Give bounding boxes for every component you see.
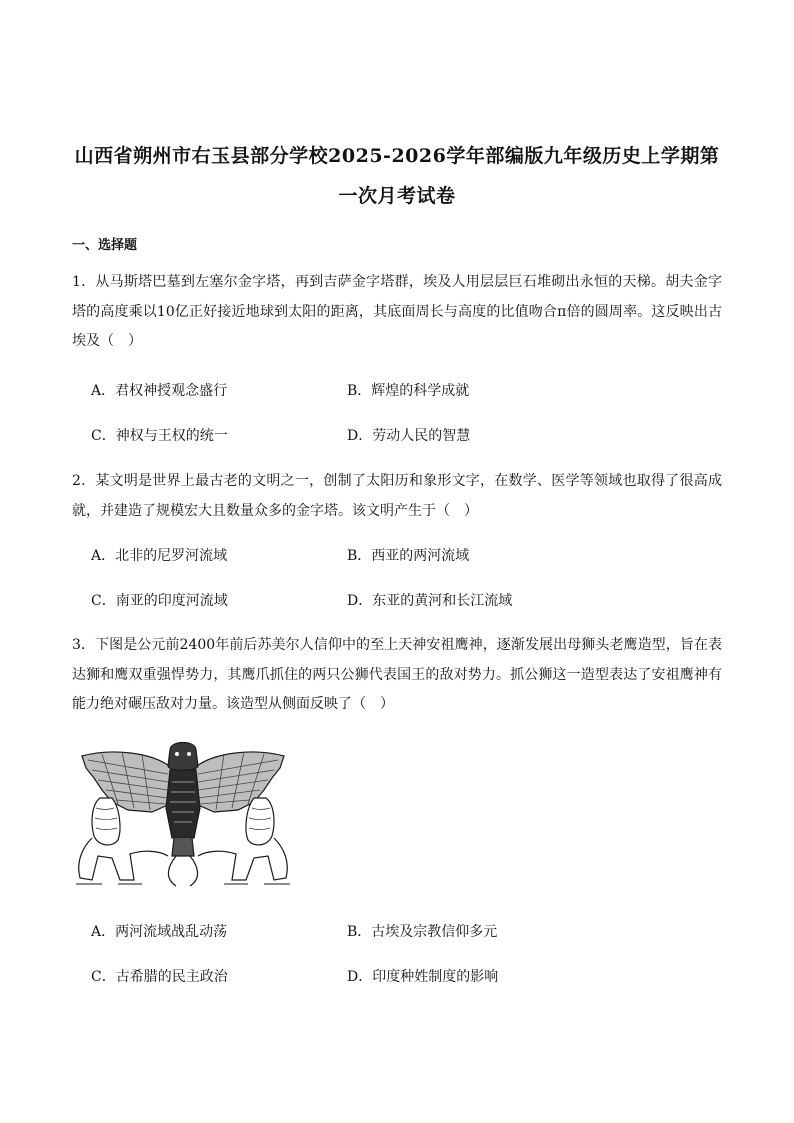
question-1-option-c[interactable]: C．神权与王权的统一 xyxy=(91,428,228,444)
question-3-option-d[interactable]: D．印度种姓制度的影响 xyxy=(347,969,499,985)
question-2-option-d[interactable]: D．东亚的黄河和长江流域 xyxy=(347,593,513,609)
question-3-option-a[interactable]: A．两河流域战乱动荡 xyxy=(91,924,228,940)
question-2-option-c[interactable]: C．南亚的印度河流域 xyxy=(91,593,228,609)
question-1-option-b[interactable]: B．辉煌的科学成就 xyxy=(347,383,470,399)
exam-title-line-2: 一次月考试卷 xyxy=(338,185,456,207)
question-3-option-b[interactable]: B．古埃及宗教信仰多元 xyxy=(347,924,498,940)
question-2-option-a[interactable]: A．北非的尼罗河流域 xyxy=(91,548,228,564)
question-3-stem: 3．下图是公元前2400年前后苏美尔人信仰中的至上天神安祖鹰神，逐渐发展出母狮头老鹰造型，旨在表达狮和鹰双重强悍势力，其鹰爪抓住的两只公狮代表国王的敌对势力。抓公狮这一造型表达了安祖鹰神有能力绝对碾压敌对力量。该造型从侧面反映了（ ） xyxy=(72,637,722,712)
question-1-stem: 1．从马斯塔巴墓到左塞尔金字塔，再到吉萨金字塔群，埃及人用层层巨石堆砌出永恒的天梯。胡夫金字塔的高度乘以10亿正好接近地球到太阳的距离，其底面周长与高度的比值吻合π倍的圆周率。这反映出古埃及（ ） xyxy=(72,274,722,349)
question-2-option-b[interactable]: B．西亚的两河流域 xyxy=(347,548,470,564)
question-3-option-c[interactable]: C．古希腊的民主政治 xyxy=(91,969,228,985)
question-1-option-a[interactable]: A．君权神授观念盛行 xyxy=(91,383,228,399)
section-heading: 一、选择题 xyxy=(72,238,138,253)
question-1-option-d[interactable]: D．劳动人民的智慧 xyxy=(347,428,471,444)
exam-title-line-1: 山西省朔州市右玉县部分学校2025-2026学年部编版九年级历史上学期第 xyxy=(74,145,720,167)
question-2-stem: 2．某文明是世界上最古老的文明之一，创制了太阳历和象形文字，在数学、医学等领域也取得了很高成就，并建造了规模宏大且数量众多的金字塔。该文明产生于（ ） xyxy=(72,473,722,519)
anzu-eagle-relief-image xyxy=(72,738,294,892)
